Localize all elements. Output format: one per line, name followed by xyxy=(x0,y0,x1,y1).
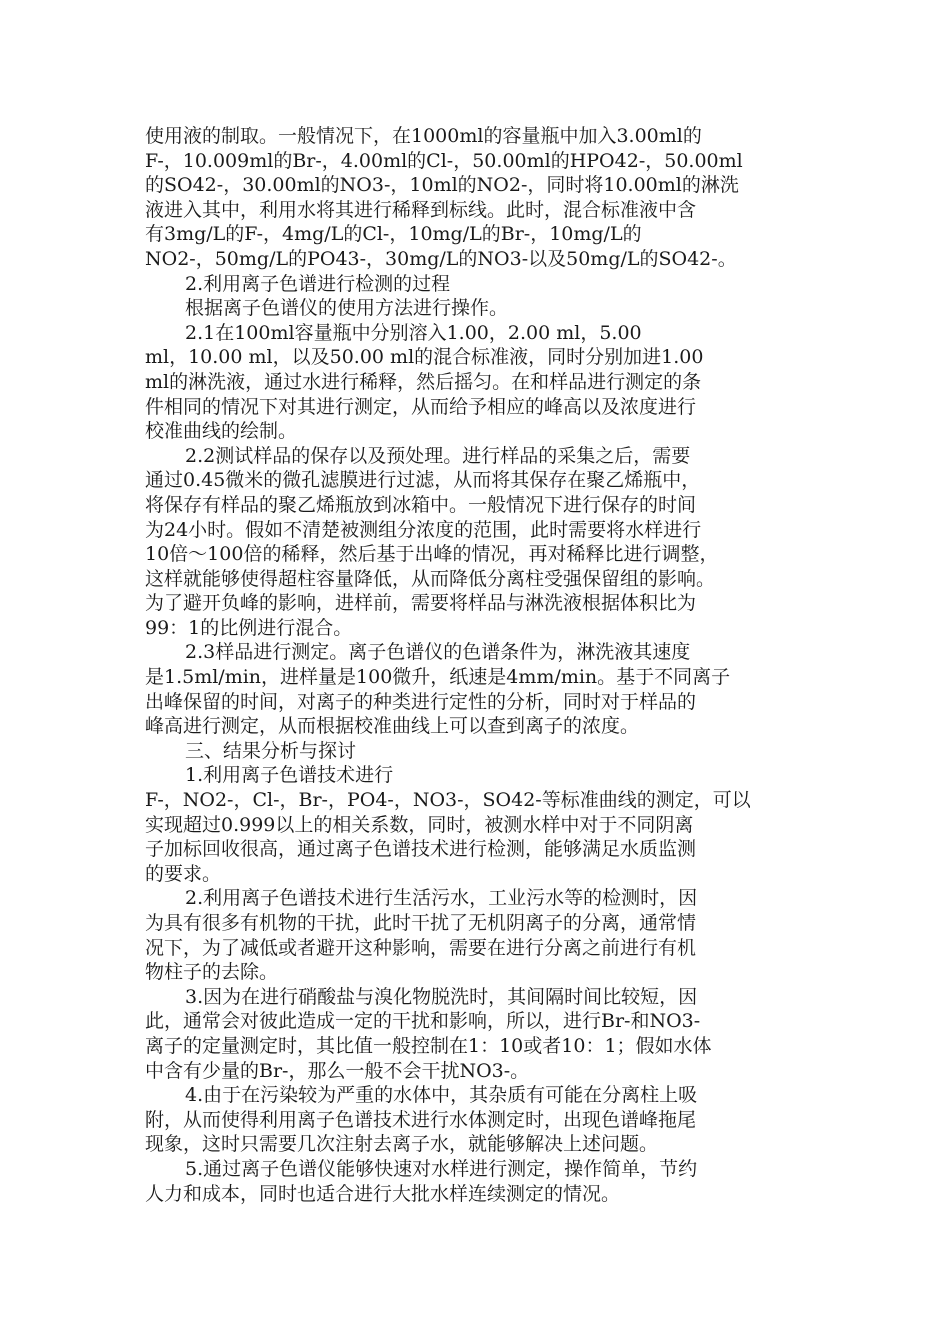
text-line: 2.利用离子色谱技术进行生活污水，工业污水等的检测时，因 xyxy=(185,887,698,910)
text-line: 2.3样品进行测定。离子色谱仪的色谱条件为，淋洗液其速度 xyxy=(185,641,691,664)
text-line: 3.因为在进行硝酸盐与溴化物脱洗时，其间隔时间比较短，因 xyxy=(185,985,698,1008)
text-line: 此，通常会对彼此造成一定的干扰和影响，所以，进行Br-和NO3- xyxy=(145,1010,701,1033)
document-body xyxy=(145,124,805,1206)
text-line: 2.利用离子色谱进行检测的过程 xyxy=(185,272,451,295)
text-line: 为具有很多有机物的干扰，此时干扰了无机阴离子的分离，通常情 xyxy=(145,912,697,934)
text-line: 为了避开负峰的影响，进样前，需要将样品与淋洗液根据体积比为 xyxy=(145,592,697,615)
text-line: 液进入其中，利用水将其进行稀释到标线。此时，混合标准液中含 xyxy=(145,198,697,221)
text-line: 2.1在100ml容量瓶中分别溶入1.00，2.00 ml，5.00 xyxy=(185,321,642,344)
text-line: 况下，为了减低或者避开这种影响，需要在进行分离之前进行有机 xyxy=(145,936,697,959)
text-line: 实现超过0.999以上的相关系数，同时，被测水样中对于不同阴离 xyxy=(145,813,694,836)
text-line: 5.通过离子色谱仪能够快速对水样进行测定，操作简单，节约 xyxy=(185,1157,698,1180)
text-line: 子加标回收很高，通过离子色谱技术进行检测，能够满足水质监测 xyxy=(145,838,697,861)
text-line: F-，NO2-，Cl-，Br-，PO4-，NO3-，SO42-等标准曲线的测定，可以 xyxy=(145,789,751,812)
text-line: ml的淋洗液，通过水进行稀释，然后摇匀。在和样品进行测定的条 xyxy=(145,370,702,393)
text-line: 99：1的比例进行混合。 xyxy=(145,616,353,639)
text-line: 1.利用离子色谱技术进行 xyxy=(185,764,394,787)
text-line: 出峰保留的时间，对离子的种类进行定性的分析，同时对于样品的 xyxy=(145,690,697,713)
text-line: 峰高进行测定，从而根据校准曲线上可以查到离子的浓度。 xyxy=(145,715,640,738)
text-line: 的要求。 xyxy=(145,862,222,885)
text-line: 现象，这时只需要几次注射去离子水，就能够解决上述问题。 xyxy=(145,1133,659,1156)
text-line: 通过0.45微米的微孔滤膜进行过滤，从而将其保存在聚乙烯瓶中， xyxy=(145,469,701,492)
text-line: 校准曲线的绘制。 xyxy=(145,420,298,443)
text-line: 使用液的制取。一般情况下，在1000ml的容量瓶中加入3.00ml的 xyxy=(145,125,702,147)
text-line: 将保存有样品的聚乙烯瓶放到冰箱中。一般情况下进行保存的时间 xyxy=(145,493,697,516)
text-line: NO2-，50mg/L的PO43-，30mg/L的NO3-以及50mg/L的SO42-。 xyxy=(145,247,737,270)
text-line: 这样就能够使得超柱容量降低，从而降低分离柱受强保留组的影响。 xyxy=(145,567,716,590)
text-line: 根据离子色谱仪的使用方法进行操作。 xyxy=(185,297,509,320)
text-line: 物柱子的去除。 xyxy=(145,961,279,984)
text-line: ml，10.00 ml，以及50.00 ml的混合标准液，同时分别加进1.00 xyxy=(145,346,704,369)
text-line: 有3mg/L的F-，4mg/L的Cl-，10mg/L的Br-，10mg/L的 xyxy=(145,223,642,246)
text-line: F-，10.009ml的Br-，4.00ml的Cl-，50.00ml的HPO42-，50.00ml xyxy=(145,149,743,172)
text-line: 件相同的情况下对其进行测定，从而给予相应的峰高以及浓度进行 xyxy=(145,395,697,418)
text-line: 是1.5ml/min，进样量是100微升，纸速是4mm/min。基于不同离子 xyxy=(145,666,731,689)
text-line: 附，从而使得利用离子色谱技术进行水体测定时，出现色谱峰拖尾 xyxy=(145,1108,697,1131)
text-line: 4.由于在污染较为严重的水体中，其杂质有可能在分离柱上吸 xyxy=(185,1084,698,1107)
text-line: 2.2测试样品的保存以及预处理。进行样品的采集之后，需要 xyxy=(185,444,691,467)
text-line: 10倍～100倍的稀释，然后基于出峰的情况，再对稀释比进行调整， xyxy=(145,543,719,566)
text-line: 人力和成本，同时也适合进行大批水样连续测定的情况。 xyxy=(145,1182,621,1205)
text-line: 的SO42-，30.00ml的NO3-，10ml的NO2-，同时将10.00ml的淋洗 xyxy=(145,174,739,197)
text-line: 为24小时。假如不清楚被测组分浓度的范围，此时需要将水样进行 xyxy=(145,518,702,541)
text-line: 三、结果分析与探讨 xyxy=(185,739,357,762)
text-line: 中含有少量的Br-，那么一般不会干扰NO3-。 xyxy=(145,1059,530,1082)
text-line: 离子的定量测定时，其比值一般控制在1：10或者10：1；假如水体 xyxy=(145,1034,712,1057)
